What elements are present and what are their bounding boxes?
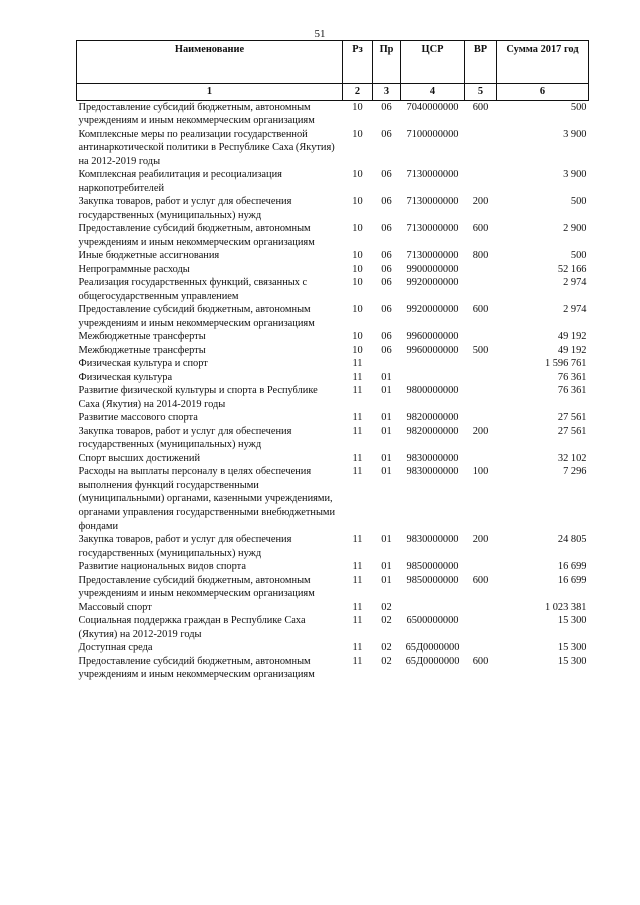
header-number: 2 xyxy=(343,84,373,101)
page-number: 51 xyxy=(314,28,326,40)
table-row xyxy=(77,168,589,195)
table-row xyxy=(77,330,589,344)
cell-name: Закупка товаров, работ и услуг для обеспечения государственных (муниципальных) нужд xyxy=(78,425,292,451)
cell-sum: 76 361 xyxy=(557,371,587,383)
cell-vr xyxy=(465,371,497,385)
cell-csr: 6500000000 xyxy=(406,615,459,627)
cell-pr: 01 xyxy=(381,574,392,586)
cell-vr xyxy=(465,411,497,425)
budget-table xyxy=(76,40,589,682)
cell-csr xyxy=(401,371,465,385)
cell-vr: 200 xyxy=(472,534,489,546)
cell-csr: 9850000000 xyxy=(406,574,459,586)
cell-vr xyxy=(465,330,497,344)
table-row xyxy=(77,371,589,385)
table-row xyxy=(77,425,589,452)
table-row xyxy=(77,100,589,128)
cell-csr: 9800000000 xyxy=(406,385,459,397)
cell-rz: 10 xyxy=(352,331,363,343)
cell-rz: 10 xyxy=(352,169,363,181)
cell-sum: 1 023 381 xyxy=(544,601,587,613)
cell-vr xyxy=(465,452,497,466)
cell-sum: 3 900 xyxy=(563,128,587,140)
cell-sum: 2 900 xyxy=(563,223,587,235)
table-row xyxy=(77,222,589,249)
cell-pr: 06 xyxy=(381,344,392,356)
cell-name: Спорт высших достижений xyxy=(78,452,201,464)
cell-csr: 9960000000 xyxy=(406,344,459,356)
cell-rz: 11 xyxy=(352,425,363,437)
cell-sum: 16 699 xyxy=(557,574,587,586)
table-row xyxy=(77,276,589,303)
table-row xyxy=(77,303,589,330)
cell-sum: 2 974 xyxy=(563,304,587,316)
cell-sum: 16 699 xyxy=(557,561,587,573)
cell-rz: 11 xyxy=(352,385,363,397)
cell-rz: 11 xyxy=(352,371,363,383)
cell-name: Реализация государственных функций, связанных с общегосударственным управлением xyxy=(78,277,308,302)
cell-name: Предоставление субсидий бюджетным, автономным учреждениям и иным некоммерческим организациям xyxy=(78,101,315,127)
cell-rz: 11 xyxy=(352,452,363,464)
table-row xyxy=(77,614,589,641)
cell-vr: 600 xyxy=(472,304,489,316)
cell-csr: 7100000000 xyxy=(406,128,459,140)
cell-pr: 01 xyxy=(381,452,392,464)
cell-name: Физическая культура xyxy=(78,371,173,383)
cell-pr: 01 xyxy=(381,425,392,437)
table-row xyxy=(77,344,589,358)
cell-sum: 1 596 761 xyxy=(544,358,587,370)
cell-csr: 9820000000 xyxy=(406,425,459,437)
cell-pr: 06 xyxy=(381,169,392,181)
cell-pr: 01 xyxy=(381,412,392,424)
header-number: 5 xyxy=(465,84,497,101)
cell-vr xyxy=(465,641,497,655)
table-row xyxy=(77,452,589,466)
cell-vr xyxy=(465,128,497,169)
cell-csr: 65Д0000000 xyxy=(405,642,460,654)
cell-sum: 15 300 xyxy=(557,655,587,667)
cell-vr: 800 xyxy=(472,250,489,262)
cell-rz: 11 xyxy=(352,574,363,586)
cell-pr: 02 xyxy=(381,601,392,613)
cell-rz: 10 xyxy=(352,101,363,113)
cell-vr: 600 xyxy=(472,574,489,586)
header-sum: Сумма 2017 год xyxy=(497,41,589,84)
table-body xyxy=(77,100,589,682)
cell-rz: 10 xyxy=(352,277,363,289)
header-number: 3 xyxy=(373,84,401,101)
cell-rz: 11 xyxy=(352,466,363,478)
table-header xyxy=(77,41,589,101)
cell-name: Комплексные меры по реализации государственной антинаркотической политики в Республике Саха (Якутия) на 2012-2019 годы xyxy=(78,128,335,167)
table-row xyxy=(77,411,589,425)
table-row xyxy=(77,384,589,411)
cell-pr: 01 xyxy=(381,561,392,573)
cell-name: Развитие массового спорта xyxy=(78,412,198,424)
cell-pr: 02 xyxy=(381,642,392,654)
cell-pr: 06 xyxy=(381,304,392,316)
cell-sum: 15 300 xyxy=(557,615,587,627)
cell-sum: 27 561 xyxy=(557,412,587,424)
cell-pr: 01 xyxy=(381,371,392,383)
cell-vr xyxy=(465,263,497,277)
cell-sum: 15 300 xyxy=(557,642,587,654)
cell-vr: 200 xyxy=(472,425,489,437)
cell-sum: 52 166 xyxy=(557,263,587,275)
cell-rz: 10 xyxy=(352,250,363,262)
cell-pr: 02 xyxy=(381,655,392,667)
cell-csr: 9830000000 xyxy=(406,466,459,478)
cell-rz: 10 xyxy=(352,128,363,140)
cell-vr xyxy=(465,357,497,371)
cell-rz: 11 xyxy=(352,615,363,627)
cell-pr: 06 xyxy=(381,223,392,235)
cell-csr: 9830000000 xyxy=(406,534,459,546)
cell-sum: 2 974 xyxy=(563,277,587,289)
cell-rz: 11 xyxy=(352,601,363,613)
header-vr: ВР xyxy=(465,41,497,84)
cell-name: Закупка товаров, работ и услуг для обеспечения государственных (муниципальных) нужд xyxy=(78,534,292,559)
cell-csr: 9960000000 xyxy=(406,331,459,343)
cell-rz: 11 xyxy=(352,358,363,370)
cell-name: Социальная поддержка граждан в Республике Саха (Якутия) на 2012-2019 годы xyxy=(78,615,306,640)
cell-rz: 11 xyxy=(352,412,363,424)
cell-name: Межбюджетные трансферты xyxy=(78,344,206,356)
table-row xyxy=(77,357,589,371)
cell-name: Предоставление субсидий бюджетным, автономным учреждениям и иным некоммерческим организациям xyxy=(78,574,315,600)
cell-sum: 24 805 xyxy=(557,534,587,546)
header-rz: Рз xyxy=(343,41,373,84)
cell-csr: 9900000000 xyxy=(406,263,459,275)
header-csr: ЦСР xyxy=(401,41,465,84)
cell-vr: 600 xyxy=(472,223,489,235)
table-row xyxy=(77,574,589,601)
cell-vr: 600 xyxy=(472,655,489,667)
cell-vr xyxy=(465,276,497,303)
table-row xyxy=(77,465,589,533)
cell-name: Непрограммные расходы xyxy=(78,263,190,275)
cell-name: Закупка товаров, работ и услуг для обеспечения государственных (муниципальных) нужд xyxy=(78,196,292,221)
cell-rz: 10 xyxy=(352,263,363,275)
cell-pr: 06 xyxy=(381,196,392,208)
header-pr: Пр xyxy=(373,41,401,84)
cell-csr: 7130000000 xyxy=(406,169,459,181)
cell-vr: 600 xyxy=(472,101,489,113)
cell-sum: 3 900 xyxy=(563,169,587,181)
cell-sum: 32 102 xyxy=(557,452,587,464)
header-number: 1 xyxy=(77,84,343,101)
table-row xyxy=(77,195,589,222)
table-row xyxy=(77,601,589,615)
cell-sum: 500 xyxy=(570,250,587,262)
cell-csr: 7130000000 xyxy=(406,223,459,235)
cell-pr: 02 xyxy=(381,615,392,627)
cell-name: Расходы на выплаты персоналу в целях обеспечения выполнения функций государственными (муниципальными) органами, казенными учреждениями, органами управления государственными внебюджетными фондами xyxy=(78,466,336,532)
table-row xyxy=(77,655,589,682)
cell-rz: 10 xyxy=(352,304,363,316)
cell-name: Иные бюджетные ассигнования xyxy=(78,250,220,262)
cell-rz: 10 xyxy=(352,223,363,235)
cell-sum: 27 561 xyxy=(557,425,587,437)
cell-csr: 9830000000 xyxy=(406,452,459,464)
cell-sum: 500 xyxy=(570,101,587,113)
cell-csr: 9820000000 xyxy=(406,412,459,424)
cell-vr: 100 xyxy=(472,466,489,478)
cell-pr: 01 xyxy=(381,534,392,546)
header-name: Наименование xyxy=(77,41,343,84)
cell-name: Межбюджетные трансферты xyxy=(78,331,206,343)
cell-vr xyxy=(465,560,497,574)
cell-rz: 11 xyxy=(352,561,363,573)
table-row xyxy=(77,641,589,655)
cell-vr xyxy=(465,601,497,615)
table-row xyxy=(77,560,589,574)
cell-pr: 01 xyxy=(381,466,392,478)
table-row xyxy=(77,249,589,263)
cell-sum: 500 xyxy=(570,196,587,208)
cell-csr: 7040000000 xyxy=(406,101,459,113)
cell-csr: 65Д0000000 xyxy=(405,655,460,667)
cell-name: Развитие физической культуры и спорта в Республике Саха (Якутия) на 2014-2019 годы xyxy=(78,385,318,410)
table-row xyxy=(77,533,589,560)
header-number: 6 xyxy=(497,84,589,101)
cell-pr: 06 xyxy=(381,128,392,140)
cell-vr: 500 xyxy=(472,344,489,356)
cell-rz: 10 xyxy=(352,196,363,208)
cell-name: Физическая культура и спорт xyxy=(78,358,208,370)
cell-name: Предоставление субсидий бюджетным, автономным учреждениям и иным некоммерческим организациям xyxy=(78,304,315,329)
cell-pr: 06 xyxy=(381,250,392,262)
cell-csr xyxy=(401,357,465,371)
cell-name: Предоставление субсидий бюджетным, автономным учреждениям и иным некоммерческим организациям xyxy=(78,655,315,681)
cell-csr: 7130000000 xyxy=(406,250,459,262)
header-number: 4 xyxy=(401,84,465,101)
cell-csr: 7130000000 xyxy=(406,196,459,208)
cell-rz: 10 xyxy=(352,344,363,356)
cell-name: Доступная среда xyxy=(78,642,153,654)
cell-vr xyxy=(465,614,497,641)
cell-sum: 49 192 xyxy=(557,331,587,343)
cell-sum: 49 192 xyxy=(557,344,587,356)
cell-vr: 200 xyxy=(472,196,489,208)
cell-rz: 11 xyxy=(352,655,363,667)
cell-pr xyxy=(373,357,401,371)
cell-vr xyxy=(465,384,497,411)
cell-pr: 06 xyxy=(381,101,392,113)
cell-name: Предоставление субсидий бюджетным, автономным учреждениям и иным некоммерческим организациям xyxy=(78,223,315,248)
cell-csr: 9920000000 xyxy=(406,277,459,289)
cell-sum: 76 361 xyxy=(557,385,587,397)
cell-rz: 11 xyxy=(352,642,363,654)
cell-csr xyxy=(401,601,465,615)
cell-pr: 01 xyxy=(381,385,392,397)
cell-pr: 06 xyxy=(381,263,392,275)
cell-pr: 06 xyxy=(381,277,392,289)
cell-csr: 9850000000 xyxy=(406,561,459,573)
table-row xyxy=(77,263,589,277)
cell-pr: 06 xyxy=(381,331,392,343)
cell-name: Развитие национальных видов спорта xyxy=(78,561,246,573)
cell-name: Массовый спорт xyxy=(78,601,152,613)
cell-vr xyxy=(465,168,497,195)
cell-name: Комплексная реабилитация и ресоциализация наркопотребителей xyxy=(78,169,282,194)
cell-csr: 9920000000 xyxy=(406,304,459,316)
cell-rz: 11 xyxy=(352,534,363,546)
cell-sum: 7 296 xyxy=(563,466,587,478)
table-row xyxy=(77,128,589,169)
